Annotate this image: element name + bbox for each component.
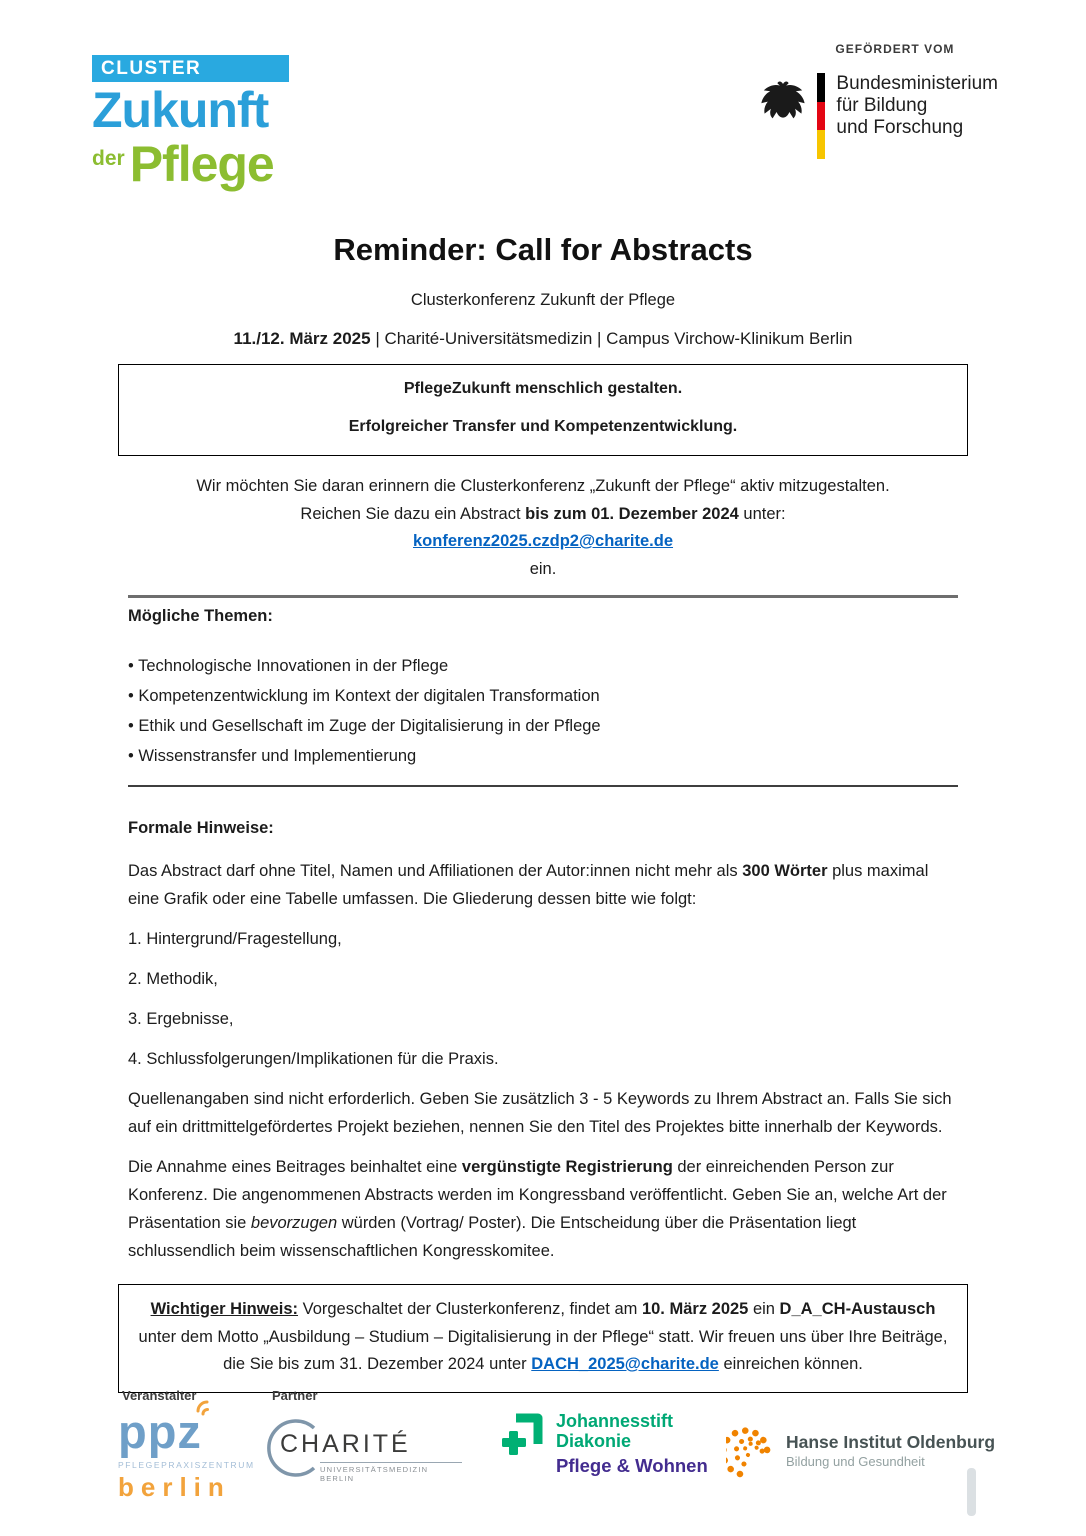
dach-event-name: D_A_CH-Austausch <box>779 1300 936 1318</box>
ppz-letters: ppz <box>118 1405 202 1458</box>
separator-line <box>128 785 958 787</box>
hanse-caption: Bildung und Gesundheit <box>786 1453 925 1469</box>
johannesstift-cross-icon <box>500 1412 546 1460</box>
notice-text: Vorgeschaltet der Clusterkonferenz, findet am <box>298 1300 642 1318</box>
document-header <box>0 0 1086 230</box>
ppz-caption: PFLEGEPRAXISZENTRUM <box>118 1460 255 1470</box>
charite-caption: UNIVERSITÄTSMEDIZIN BERLIN <box>320 1462 462 1483</box>
johannesstift-diakonie-logo <box>500 1412 708 1476</box>
hanse-institut-logo <box>726 1422 995 1480</box>
topic-item: • Wissenstransfer und Implementierung <box>128 747 417 765</box>
topics-list <box>128 651 958 771</box>
document-body <box>0 232 1086 1393</box>
ppz-city: berlin <box>118 1471 231 1502</box>
topic-item: • Kompetenzentwicklung im Kontext der digitalen Transformation <box>128 687 600 705</box>
hanse-dots-icon <box>726 1422 778 1480</box>
outline-item-2: 2. Methodik, <box>128 970 218 988</box>
prefer-italic: bevorzugen <box>250 1214 338 1232</box>
johannesstift-line3: Pflege & Wohnen <box>556 1454 708 1476</box>
notice-label: Wichtiger Hinweis: <box>150 1300 299 1318</box>
notice-tail: einreichen können. <box>718 1355 863 1373</box>
abstract-rules-paragraph <box>128 857 958 913</box>
abstract-email-link[interactable]: konferenz2025.czdp2@charite.de <box>412 532 674 550</box>
cluster-logo-word-der-pflege <box>92 136 289 192</box>
reminder-ein: ein. <box>529 559 557 578</box>
ppz-wordmark <box>118 1405 202 1458</box>
conference-subtitle: Clusterkonferenz Zukunft der Pflege <box>410 291 676 309</box>
motto-box <box>118 364 968 456</box>
german-flag-stripe <box>817 73 825 159</box>
page-title: Reminder: Call for Abstracts <box>333 232 753 267</box>
outline-item-1: 1. Hintergrund/Fragestellung, <box>128 930 342 948</box>
ppz-berlin-logo <box>118 1405 255 1502</box>
reminder-paragraph <box>128 473 958 583</box>
topic-item: • Technologische Innovationen in der Pflege <box>128 657 449 675</box>
abstract-rules-tail: plus maximal eine Grafik oder eine Tabelle umfassen. Die Gliederung dessen bitte wie folgt: <box>128 862 929 908</box>
charite-wordmark: CHARITÉ <box>280 1430 411 1458</box>
notice-text: ein <box>748 1300 780 1318</box>
outline-item-3: 3. Ergebnisse, <box>128 1010 234 1028</box>
scrollbar-thumb[interactable] <box>967 1468 976 1516</box>
topic-item: • Ethik und Gesellschaft im Zuge der Digitalisierung in der Pflege <box>128 717 601 735</box>
dach-date: 10. März 2025 <box>641 1300 749 1318</box>
conference-dateline <box>128 329 958 349</box>
funding-block <box>759 42 998 159</box>
dach-email-link[interactable]: DACH_2025@charite.de <box>531 1355 719 1373</box>
ministry-line: für Bildung <box>836 95 928 116</box>
separator-line <box>128 595 958 598</box>
outline-item-4: 4. Schlussfolgerungen/Implikationen für die Praxis. <box>128 1050 499 1068</box>
acceptance-tail: würden (Vortrag/ Poster). Die Entscheidung über die Präsentation liegt schlussendlich beim wissenschaftlichen Kongresskomitee. <box>128 1214 857 1260</box>
cluster-zukunft-der-pflege-logo <box>92 55 289 192</box>
cluster-logo-word-zukunft: Zukunft <box>92 82 269 138</box>
deadline-date: bis zum 01. Dezember 2024 <box>525 504 739 523</box>
document-footer <box>0 1372 1086 1536</box>
johannesstift-line2: Diakonie <box>556 1430 632 1451</box>
deadline-tail: unter: <box>738 504 786 523</box>
cluster-logo-word-der: der <box>92 147 125 170</box>
bmbf-logo <box>759 73 998 159</box>
acceptance-text: der einreichenden Person zur Konferenz. Die angenommenen Abstracts werden im Kongressband veröffentlicht. Geben Sie an, welche Art der Präsentation sie <box>128 1158 947 1232</box>
abstract-rules-text: Das Abstract darf ohne Titel, Namen und Affiliationen der Autor:innen nicht mehr als <box>128 862 743 880</box>
notice-text: unter dem Motto „Ausbildung – Studium – Digitalisierung in der Pflege“ statt. Wir freuen uns über Ihre Beiträge, die Sie bis zum 31. Dezember 2024 unter <box>138 1327 948 1373</box>
motto-line-2: Erfolgreicher Transfer und Kompetenzentwicklung. <box>348 418 738 435</box>
cluster-logo-banner <box>92 55 289 82</box>
conference-date: 11./12. März 2025 <box>233 329 371 348</box>
conference-location: | Charité-Universitätsmedizin | Campus Virchow-Klinikum Berlin <box>370 329 853 348</box>
federal-eagle-icon <box>759 77 807 123</box>
word-limit: 300 Wörter <box>742 862 828 880</box>
discount-registration: vergünstigte Registrierung <box>461 1158 673 1176</box>
hanse-name: Hanse Institut Oldenburg <box>786 1431 996 1452</box>
deadline-text: Reichen Sie dazu ein Abstract <box>300 504 526 523</box>
reminder-sentence: Wir möchten Sie daran erinnern die Clusterkonferenz „Zukunft der Pflege“ aktiv mitzugestalten. <box>196 477 890 495</box>
acceptance-paragraph <box>128 1153 958 1265</box>
ministry-line: Bundesministerium <box>836 73 998 94</box>
ministry-line: und Forschung <box>836 117 964 138</box>
johannesstift-line1: Johannesstift <box>556 1411 674 1431</box>
partner-label: Partner <box>272 1388 318 1403</box>
cluster-logo-word-pflege: Pflege <box>129 136 274 192</box>
acceptance-text: Die Annahme eines Beitrages beinhaltet eine <box>128 1158 462 1176</box>
topics-heading: Mögliche Themen: <box>128 607 273 625</box>
keywords-paragraph: Quellenangaben sind nicht erforderlich. Geben Sie zusätzlich 3 - 5 Keywords zu Ihrem Abstract an. Falls Sie sich auf ein drittmittelgefördertes Projekt beziehen, nennen Sie den Titel des Projektes bitte innerhalb der Keywords. <box>128 1090 952 1136</box>
ppz-signal-icon <box>194 1397 218 1417</box>
funding-label: GEFÖRDERT VOM <box>835 42 955 56</box>
motto-line-1: PflegeZukunft menschlich gestalten. <box>403 380 683 397</box>
formal-notes-heading: Formale Hinweise: <box>128 819 274 837</box>
organizer-label: Veranstalter <box>122 1388 197 1403</box>
johannesstift-text <box>556 1412 708 1476</box>
hanse-text <box>786 1432 995 1470</box>
ministry-name <box>836 73 998 139</box>
cluster-logo-word-cluster: CLUSTER <box>101 58 202 79</box>
